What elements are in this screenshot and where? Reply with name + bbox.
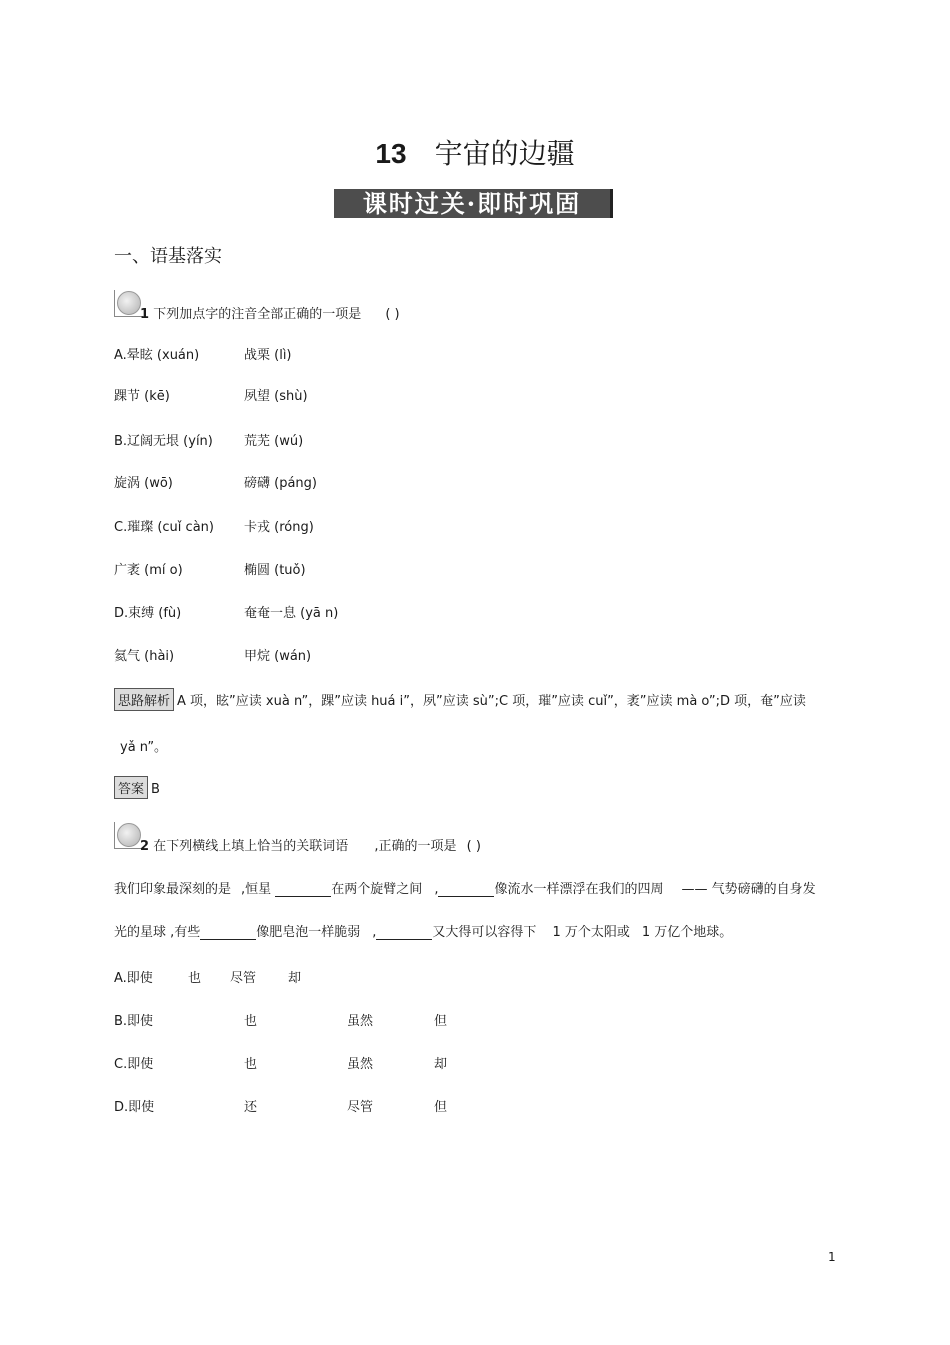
question-1-text: 下列加点字的注音全部正确的一项是 (153, 307, 362, 322)
option-a: A.即使 (114, 971, 153, 986)
lesson-number: 13 (375, 138, 407, 169)
passage-text: , (434, 882, 439, 897)
analysis-text: A 项，眩”应读 xuà n”，踝”应读 huá i”，夙”应读 sù”;C 项，璀”应读 cuǐ”，袤”应读 mà o”;D 项，奄”应读 (177, 694, 806, 709)
analysis-text-continued: yǎ n”。 (120, 740, 168, 755)
option-d-word: 还 (244, 1100, 258, 1115)
question-2-number: 2 (140, 839, 150, 854)
passage-text: 光的星球 ,有些 (114, 925, 201, 940)
passage-text: 在两个旋臂之间 (331, 882, 423, 897)
fill-blank (200, 927, 256, 940)
option-c: C.即使 (114, 1057, 154, 1072)
passage-text: ,恒星 (241, 882, 272, 897)
answer-block (114, 776, 160, 799)
passage-line-1 (114, 878, 816, 897)
option-d-word: 但 (434, 1100, 448, 1115)
option-a-word: 却 (288, 971, 302, 986)
option-row: 奄奄一息 (yā n) (244, 606, 339, 621)
option-b-word: 虽然 (347, 1014, 374, 1029)
option-d: D.即使 (114, 1100, 155, 1115)
passage-text: 又大得可以容得下 (432, 925, 537, 940)
option-row: 氦气 (hài) (114, 649, 175, 664)
question-1-stem (140, 303, 400, 322)
question-marker-icon (114, 290, 143, 317)
passage-text: 1 万亿个地球。 (641, 925, 733, 940)
question-2-text-cont: ,正确的一项是 (374, 839, 457, 854)
option-b-word: 但 (434, 1014, 448, 1029)
fill-blank (376, 927, 432, 940)
question-2-text: 在下列横线上填上恰当的关联词语 (153, 839, 349, 854)
passage-text: 1 万个太阳或 (552, 925, 630, 940)
option-row: A.晕眩 (xuán) (114, 348, 200, 363)
option-b-word: 也 (244, 1014, 258, 1029)
option-row: 夙望 (shù) (244, 389, 308, 404)
page-number: 1 (828, 1250, 836, 1264)
page-title (0, 132, 950, 172)
question-marker-icon (114, 822, 143, 849)
option-row: 踝节 (kē) (114, 389, 170, 404)
option-c-word: 也 (244, 1057, 258, 1072)
question-1-number: 1 (140, 307, 150, 322)
option-row: 荒芜 (wú) (244, 434, 304, 449)
lesson-title: 宇宙的边疆 (434, 137, 575, 170)
section-heading: 一、语基落实 (114, 246, 222, 267)
option-c-word: 却 (434, 1057, 448, 1072)
option-row: B.辽阔无垠 (yín) (114, 434, 213, 449)
section-banner: 课时过关·即时巩固 (334, 189, 613, 218)
option-a-word: 尽管 (230, 971, 257, 986)
passage-text: 我们印象最深刻的是 (114, 882, 232, 897)
answer-paren: ( ) (385, 307, 400, 322)
passage-text: —— 气势磅礴的自身发 (681, 882, 816, 897)
analysis-block (114, 688, 806, 711)
question-2-stem (140, 835, 481, 854)
passage-text: 像流水一样漂浮在我们的四周 (494, 882, 664, 897)
option-row: 甲烷 (wán) (244, 649, 312, 664)
passage-text: , (372, 925, 377, 940)
fill-blank (438, 884, 494, 897)
option-row: D.束缚 (fù) (114, 606, 182, 621)
option-row: 卡戎 (róng) (244, 520, 314, 535)
option-row: 椭圆 (tuǒ) (244, 563, 306, 578)
option-b: B.即使 (114, 1014, 154, 1029)
option-row: 战栗 (lì) (244, 348, 292, 363)
passage-text: 像肥皂泡一样脆弱 (256, 925, 361, 940)
option-c-word: 虽然 (347, 1057, 374, 1072)
passage-line-2 (114, 921, 732, 940)
answer-paren: ( ) (466, 839, 481, 854)
fill-blank (275, 884, 331, 897)
option-row: C.璀璨 (cuǐ càn) (114, 520, 214, 535)
answer-value: B (151, 782, 160, 797)
analysis-tag: 思路解析 (114, 688, 174, 711)
option-d-word: 尽管 (347, 1100, 374, 1115)
option-row: 广袤 (mí o) (114, 563, 183, 578)
option-row: 旋涡 (wō) (114, 476, 173, 491)
option-a-word: 也 (188, 971, 202, 986)
answer-tag: 答案 (114, 776, 148, 799)
option-row: 磅礴 (páng) (244, 476, 317, 491)
